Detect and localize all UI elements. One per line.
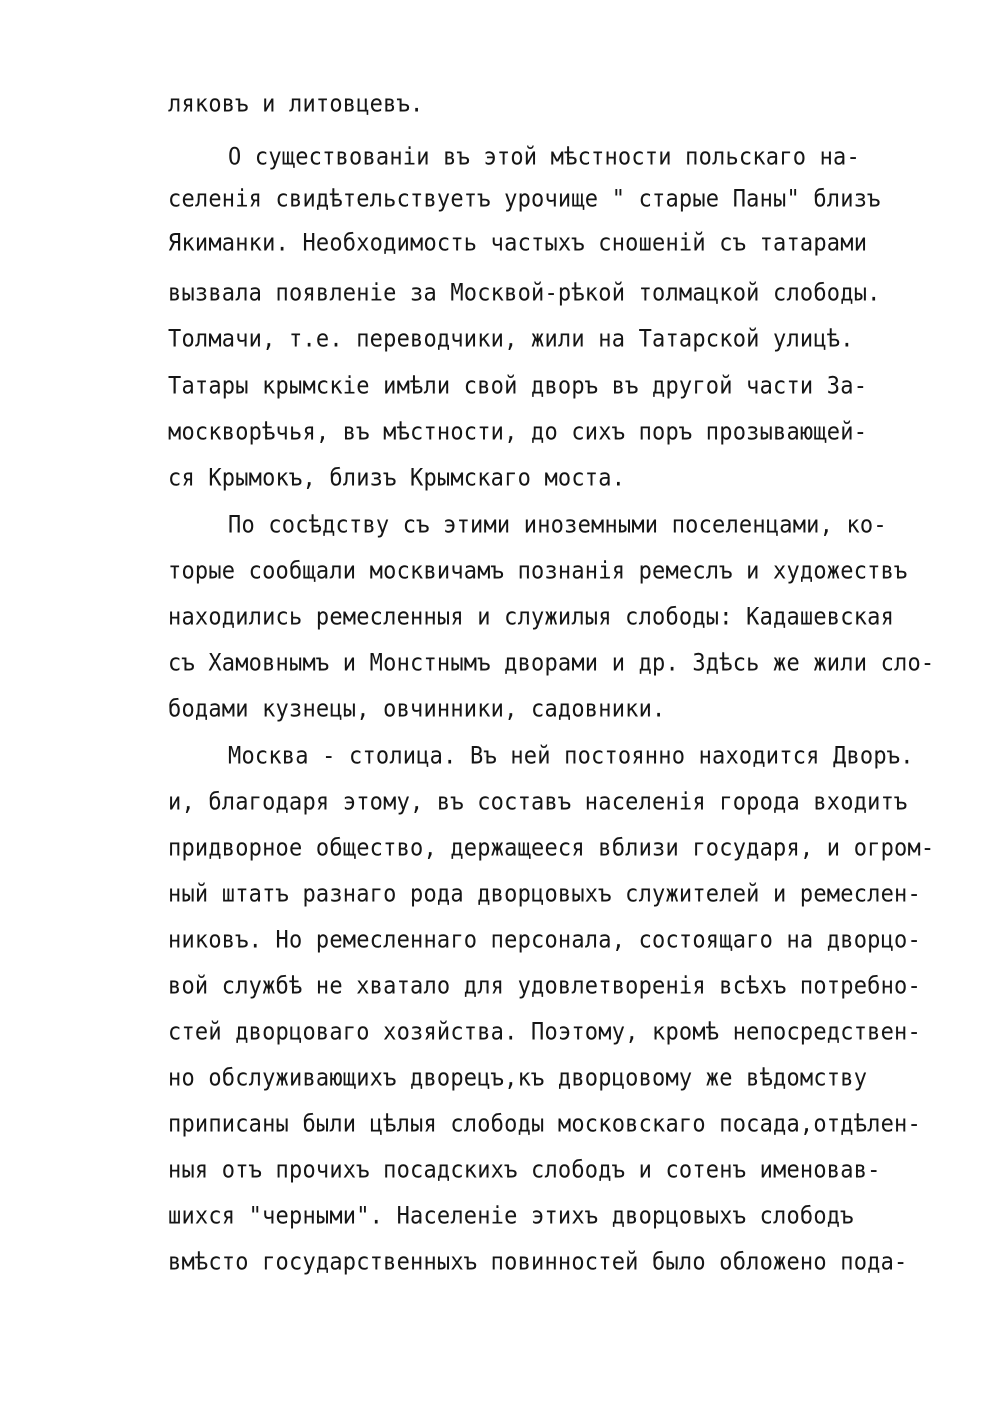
paragraph-start-line: По сосѣдству съ этими иноземными поселенцами, ко- — [228, 511, 887, 540]
text-line: Якиманки. Необходимость частыхъ сношеній съ татарами — [168, 229, 868, 258]
text-line: вой службѣ не хватало для удовлетворенія всѣхъ потребно- — [168, 972, 921, 1001]
text-line: ляковъ и литовцевъ. — [168, 90, 424, 119]
text-line: вмѣсто государственныхъ повинностей было обложено пода- — [168, 1248, 908, 1277]
text-line: стей дворцоваго хозяйства. Поэтому, кромѣ непосредствен- — [168, 1018, 921, 1047]
text-line: бодами кузнецы, овчинники, садовники. — [168, 695, 666, 724]
text-line: придворное общество, держащееся вблизи государя, и огром- — [168, 834, 935, 863]
text-line: селенія свидѣтельствуетъ урочище " старые Паны" близъ — [168, 185, 881, 214]
text-line: торые сообщали москвичамъ познанія ремеслъ и художествъ — [168, 557, 908, 586]
text-line: приписаны были цѣлыя слободы московскаго посада,отдѣлен- — [168, 1110, 921, 1139]
text-line: москворѣчья, въ мѣстности, до сихъ поръ прозывающей- — [168, 418, 868, 447]
text-line: вызвала появленіе за Москвой-рѣкой толмацкой слободы. — [168, 279, 881, 308]
text-line: съ Хамовнымъ и Монстнымъ дворами и др. Здѣсь же жили сло- — [168, 649, 935, 678]
paragraph-start-line: О существованіи въ этой мѣстности польскаго на- — [228, 143, 860, 172]
text-line: ный штатъ разнаго рода дворцовыхъ служителей и ремеслен- — [168, 880, 921, 909]
text-line: Толмачи, т.е. переводчики, жили на Татарской улицѣ. — [168, 325, 854, 354]
text-line: и, благодаря этому, въ составъ населенія города входитъ — [168, 788, 908, 817]
text-line: шихся "черными". Населеніе этихъ дворцовыхъ слободъ — [168, 1202, 854, 1231]
text-line: но обслуживающихъ дворецъ,къ дворцовому же вѣдомству — [168, 1064, 868, 1093]
text-line: ся Крымокъ, близъ Крымскаго моста. — [168, 464, 626, 493]
paragraph-start-line: Москва - столица. Въ ней постоянно находится Дворъ. — [228, 742, 914, 771]
text-line: Татары крымскіе имѣли свой дворъ въ другой части За- — [168, 372, 868, 401]
text-line: никовъ. Но ремесленнаго персонала, состоящаго на дворцо- — [168, 926, 921, 955]
text-line: находились ремесленныя и служилыя слободы: Кадашевская — [168, 603, 895, 632]
text-line: ныя отъ прочихъ посадскихъ слободъ и сотенъ именовав- — [168, 1156, 881, 1185]
